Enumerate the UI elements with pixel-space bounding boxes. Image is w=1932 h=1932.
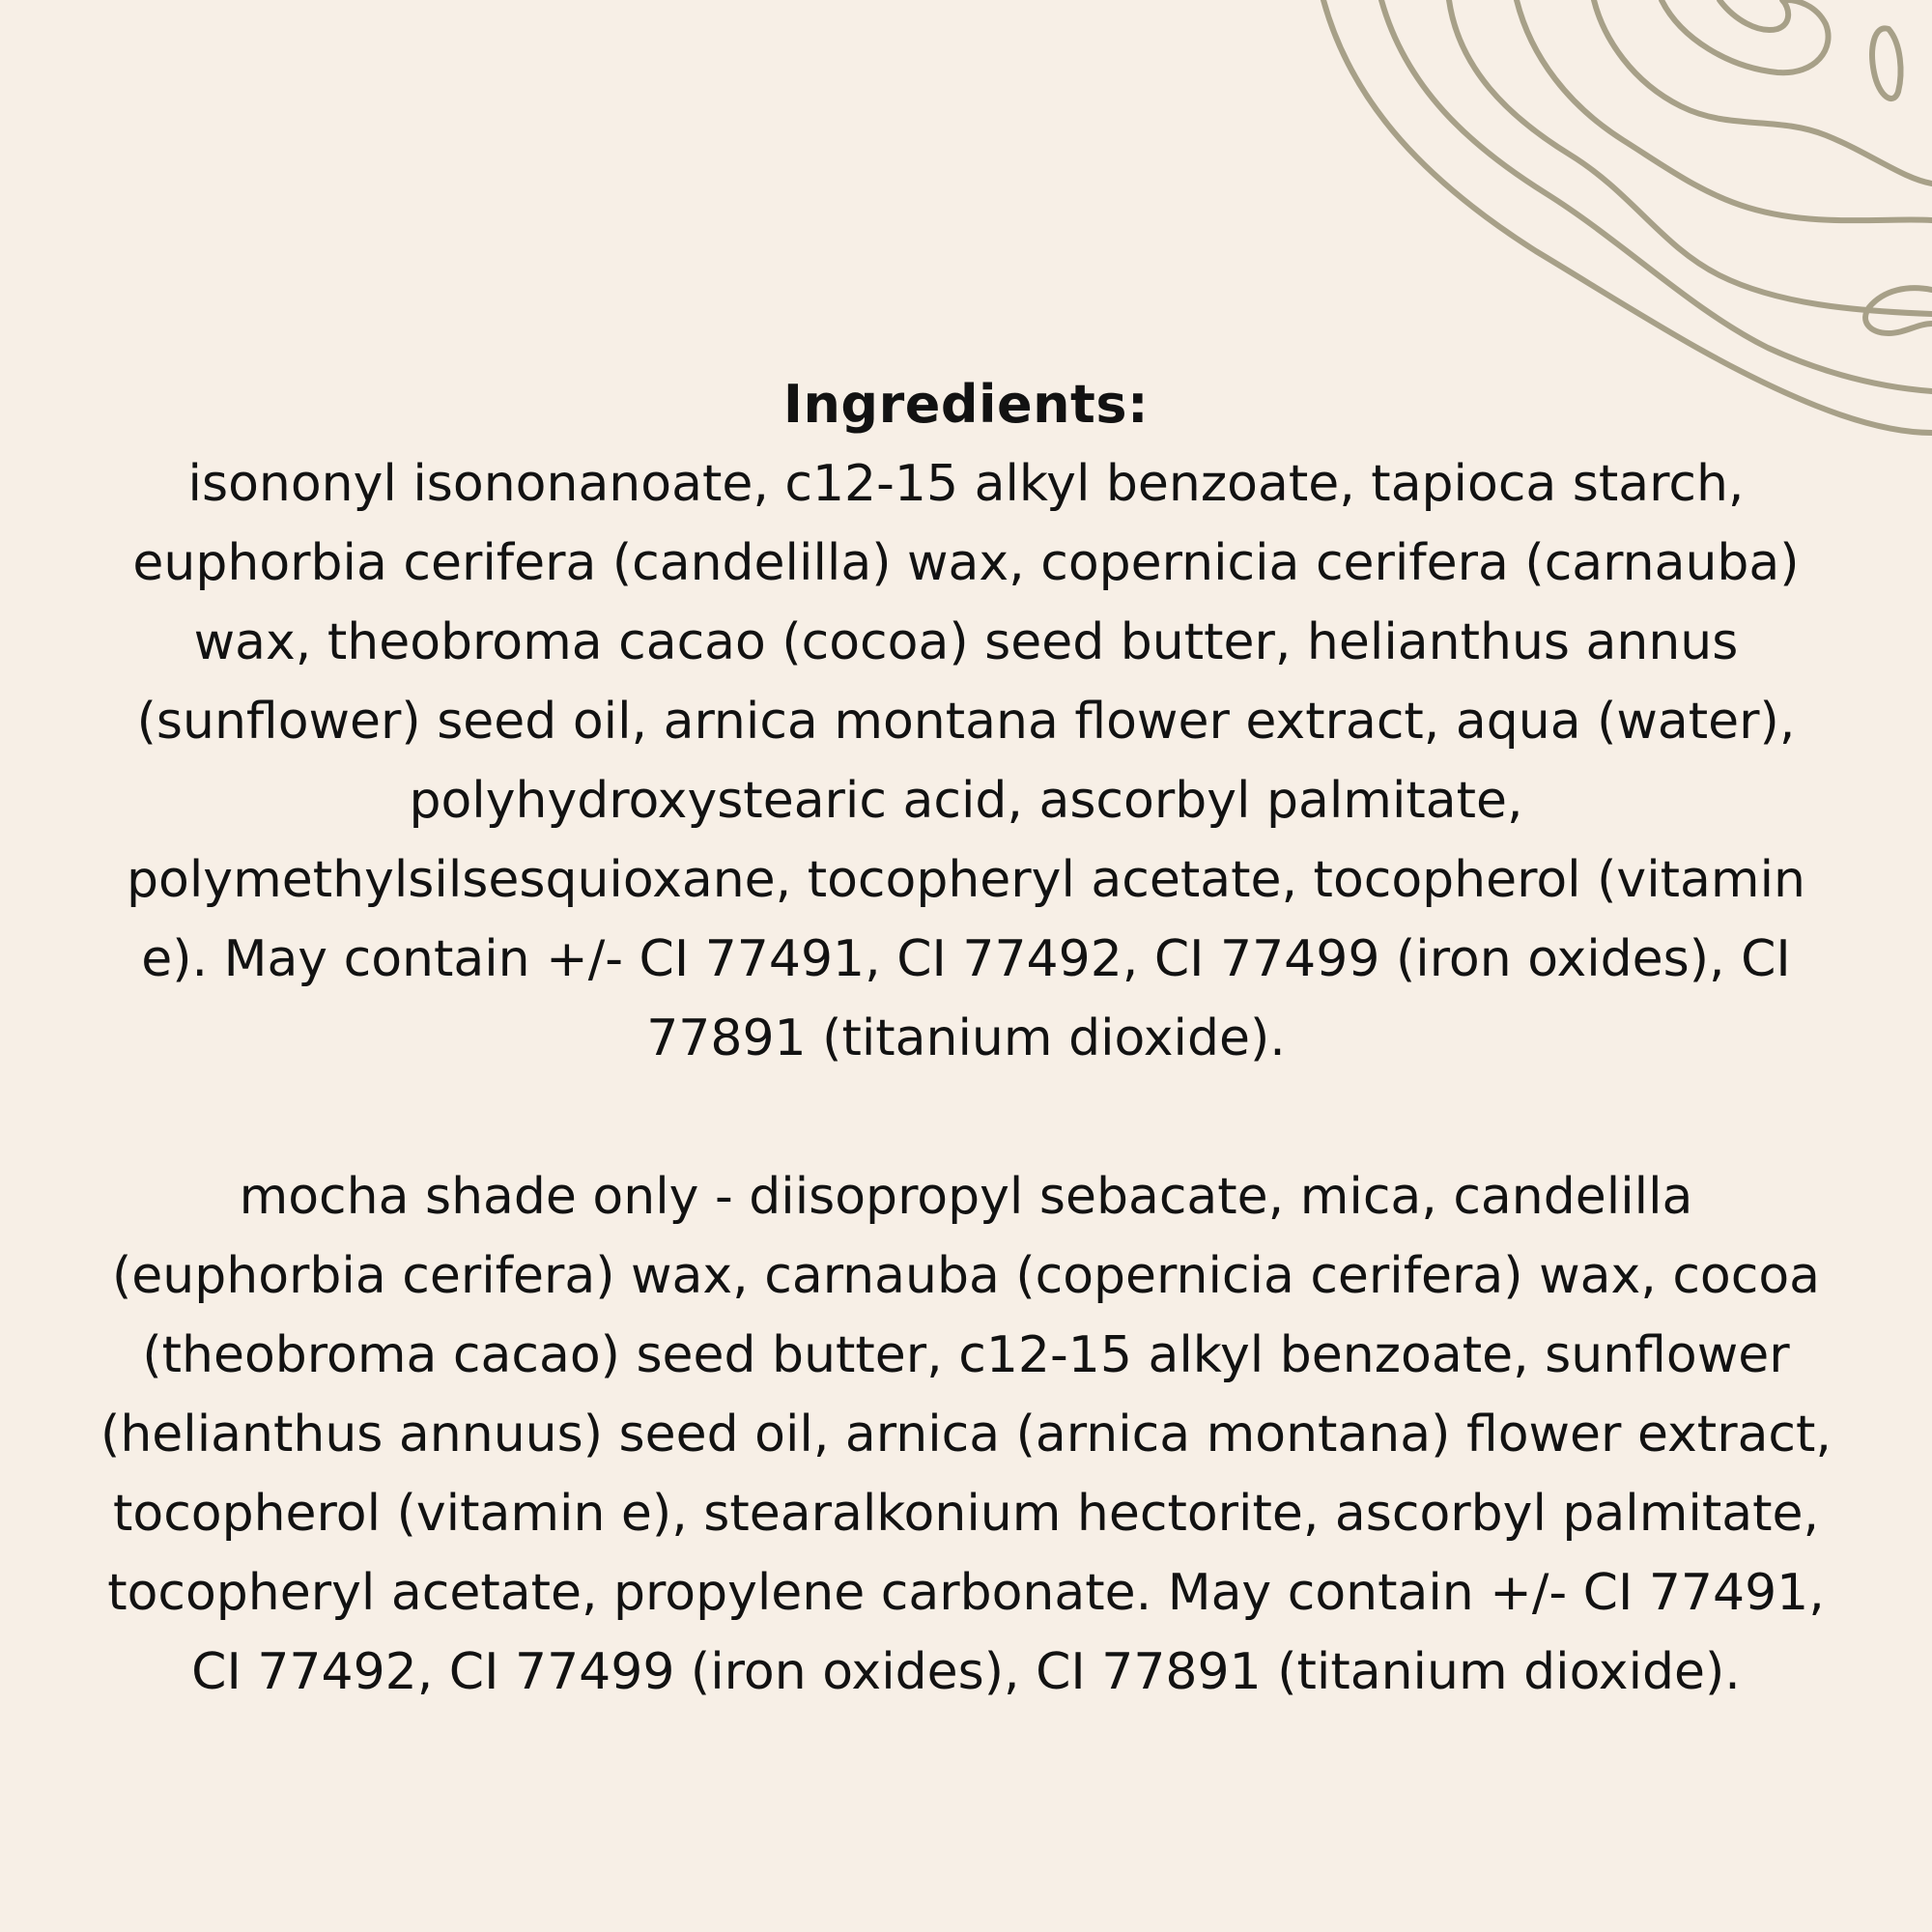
ingredients-title: Ingredients:: [782, 374, 1150, 435]
ingredients-mocha-paragraph: mocha shade only - diisopropyl sebacate, mica, candelilla (euphorbia cerifera) wax, carnauba (copernicia cerifera) wax, cocoa (theobroma cacao) seed butter, c12-15 alkyl benzoate, sunflower (helianthus annuus) seed oil, arnica (arnica montana) flower extract, tocopherol (vitamin e), stearalkonium hectorite, ascorbyl palmitate, tocopheryl acetate, propylene carbonate. May contain +/- CI 77491, CI 77492, CI 77499 (iron oxides), CI 77891 (titanium dioxide).: [100, 1168, 1832, 1701]
paragraph-spacer: [39, 1078, 1893, 1157]
ingredients-standard-paragraph: isononyl isononanoate, c12-15 alkyl benzoate, tapioca starch, euphorbia cerifera (candelilla) wax, copernicia cerifera (carnauba) wax, theobroma cacao (cocoa) seed butter, helianthus annus (sunflower) seed oil, arnica montana flower extract, aqua (water), polyhydroxystearic acid, ascorbyl palmitate, polymethylsilsesquioxane, tocopheryl acetate, tocopherol (vitamin e). May contain +/- CI 77491, CI 77492, CI 77499 (iron oxides), CI 77891 (titanium dioxide).: [127, 455, 1805, 1067]
ingredients-panel: [39, 365, 1893, 1712]
